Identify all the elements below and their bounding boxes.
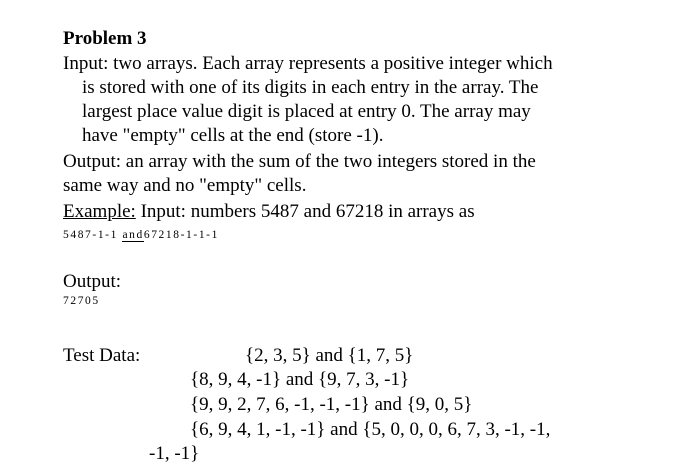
input-line-1: Input: two arrays. Each array represents a positive integer which <box>63 53 553 74</box>
input-line-2: is stored with one of its digits in each entry in the array. The <box>82 77 539 98</box>
test-data-line-4: {6, 9, 4, 1, -1, -1} and {5, 0, 0, 0, 6, 7, 3, -1, -1, <box>190 419 551 440</box>
example-array-a: 5487-1-1 <box>63 229 118 241</box>
input-line-3: largest place value digit is placed at entry 0. The array may <box>82 101 531 122</box>
problem-title: Problem 3 <box>63 28 147 49</box>
example-and: and <box>122 229 144 241</box>
output-value: 72705 <box>63 295 100 307</box>
test-data-line-3: {9, 9, 2, 7, 6, -1, -1, -1} and {9, 0, 5} <box>190 394 473 415</box>
example-label: Example: <box>63 201 136 222</box>
output-line-2: same way and no "empty" cells. <box>63 175 307 196</box>
test-data-label: Test Data: <box>63 345 141 366</box>
example-line <box>63 200 475 224</box>
test-data-line-2: {8, 9, 4, -1} and {9, 7, 3, -1} <box>190 369 410 390</box>
output-label: Output: <box>63 271 122 292</box>
output-line-1: Output: an array with the sum of the two integers stored in the <box>63 151 536 172</box>
example-array-b: 67218-1-1-1 <box>143 229 219 241</box>
test-data-line-1: {2, 3, 5} and {1, 7, 5} <box>245 345 414 366</box>
example-arrays <box>63 228 219 242</box>
example-text: Input: numbers 5487 and 67218 in arrays as <box>135 201 475 222</box>
input-line-4: have "empty" cells at the end (store -1). <box>82 125 384 146</box>
test-data-line-5: -1, -1} <box>149 443 200 464</box>
